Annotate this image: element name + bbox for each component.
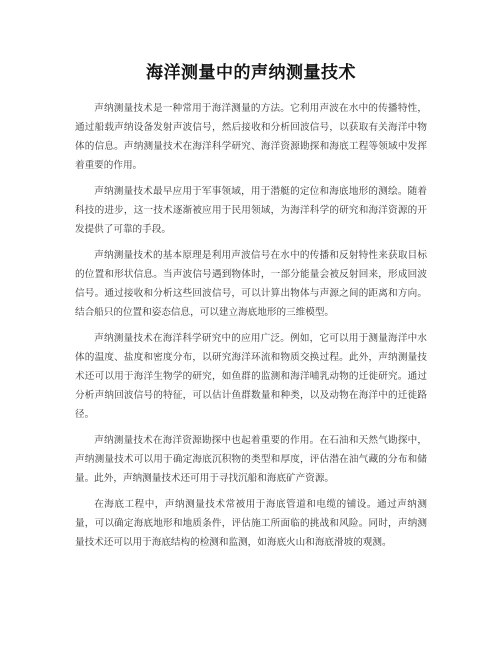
document-body [75,99,427,559]
document-title: 海洋测量中的声纳测量技术 [146,63,356,83]
paragraph: 声纳测量技术最早应用于军事领域，用于潜艇的定位和海底地形的测绘。随着科技的进步，这一技术逐渐被应用于民用领域，为海洋科学的研究和海洋资源的开发提供了可靠的手段。 [75,186,427,235]
paragraph: 声纳测量技术在海洋科学研究中的应用广泛。例如，它可以用于测量海洋中水体的温度、盐度和密度分布，以研究海洋环流和物质交换过程。此外，声纳测量技术还可以用于海洋生物学的研究，如鱼群的监测和海洋哺乳动物的迁徙研究。通过分析声纳回波信号的特征，可以估计鱼群数量和种类，以及动物在海洋中的迁徙路径。 [75,333,427,420]
paragraph: 在海底工程中，声纳测量技术常被用于海底管道和电缆的铺设。通过声纳测量，可以确定海底地形和地质条件，评估施工所面临的挑战和风险。同时，声纳测量技术还可以用于海底结构的检测和监测，如海底火山和海底滑坡的观测。 [75,499,427,548]
paragraph: 声纳测量技术是一种常用于海洋测量的方法。它利用声波在水中的传播特性，通过船载声纳设备发射声波信号，然后接收和分析回波信号，以获取有关海洋中物体的信息。声纳测量技术在海洋科学研究、海洋资源勘探和海底工程等领域中发挥着重要的作用。 [75,103,427,171]
paragraph: 声纳测量技术的基本原理是利用声波信号在水中的传播和反射特性来获取目标的位置和形状信息。当声波信号遇到物体时，一部分能量会被反射回来，形成回波信号。通过接收和分析这些回波信号，可以计算出物体与声源之间的距离和方向。结合船只的位置和姿态信息，可以建立海底地形的三维模型。 [75,250,427,318]
paragraph: 声纳测量技术在海洋资源勘探中也起着重要的作用。在石油和天然气勘探中，声纳测量技术可以用于确定海底沉积物的类型和厚度，评估潜在油气藏的分布和储量。此外，声纳测量技术还可用于寻找沉船和海底矿产资源。 [75,435,427,484]
